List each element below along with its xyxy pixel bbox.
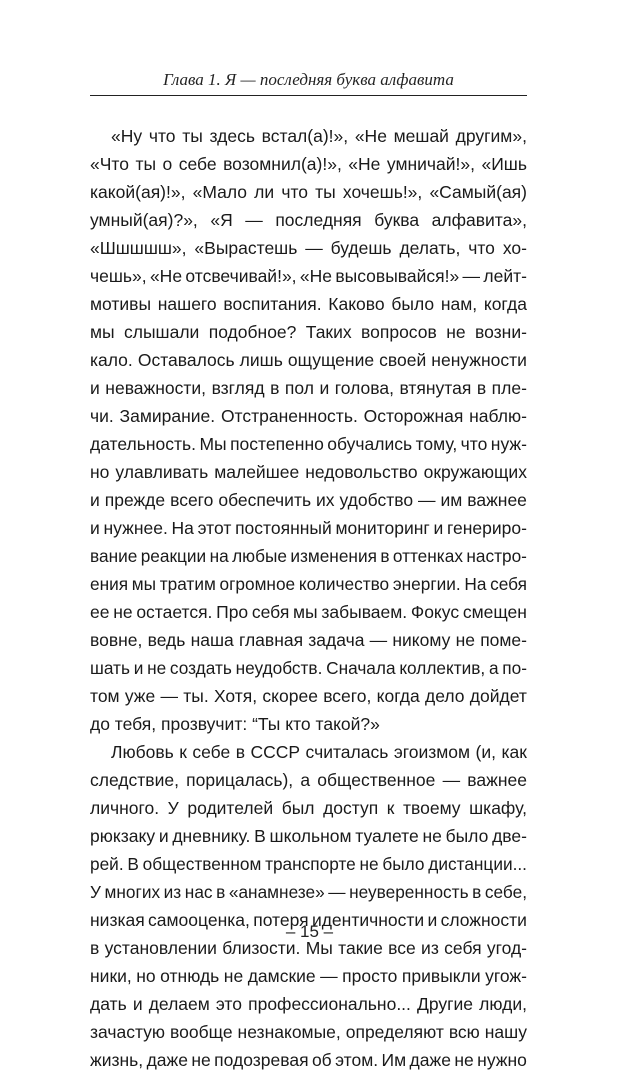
text-line: и прежде всего обеспечить их удобство — им важнее (90, 490, 527, 510)
text-line: и нужнее. На этот постоянный мониторинг и генериро- (90, 518, 527, 538)
text-line: «Ну что ты здесь встал(а)!», «Не мешай другим», (111, 126, 527, 146)
text-line: чи. Замирание. Отстраненность. Осторожная наблю- (90, 406, 527, 426)
text-line: мотивы нашего воспитания. Каково было нам, когда (90, 294, 527, 314)
text-line: ее не остается. Про себя мы забываем. Фокус смещен (90, 602, 527, 622)
text-line: рей. В общественном транспорте не было дистанции... (90, 854, 527, 874)
page-number: – 15 – (285, 922, 334, 941)
text-line: ения мы тратим огромное количество энергии. На себя (90, 574, 527, 594)
text-line: шать и не создать неудобств. Сначала коллектив, а по- (90, 658, 527, 678)
text-line: дательность. Мы постепенно обучались тому, что нуж- (90, 434, 527, 454)
text-line: кало. Оставалось лишь ощущение своей ненужности (90, 350, 527, 370)
text-line: мы слышали подобное? Таких вопросов не возни- (90, 322, 527, 342)
text-line: умный(ая)?», «Я — последняя буква алфавита», (90, 210, 527, 230)
text-line: в установлении близости. Мы такие все из себя угод- (90, 938, 527, 958)
text-line: низкая самооценка, потеря идентичности и сложности (90, 910, 527, 930)
text-line: дать и делаем это профессионально... Другие люди, (90, 994, 527, 1014)
text-line: следствие, порицалась), а общественное — важнее (90, 770, 527, 790)
running-header: Глава 1. Я — последняя буква алфавита (163, 70, 454, 89)
text-line: и неважности, взгляд в пол и голова, втянутая в пле- (90, 378, 527, 398)
text-line: зачастую вообще незнакомые, определяют всю нашу (90, 1022, 527, 1042)
text-line: У многих из нас в «анамнезе» — неуверенность в себе, (90, 882, 527, 902)
text-line: Любовь к себе в СССР считалась эгоизмом (и, как (111, 742, 527, 762)
text-line: вовне, ведь наша главная задача — никому не поме- (90, 630, 527, 650)
text-line: вание реакции на любые изменения в оттенках настро- (90, 546, 527, 566)
text-line: чешь», «Не отсвечивай!», «Не высовывайся!» — лейт- (90, 266, 527, 286)
text-line: рюкзаку и дневнику. В школьном туалете не было две- (90, 826, 527, 846)
text-line: какой(ая)!», «Мало ли что ты хочешь!», «Самый(ая) (90, 182, 527, 202)
text-line: том уже — ты. Хотя, скорее всего, когда дело дойдет (90, 686, 527, 706)
text-line: но улавливать малейшее недовольство окружающих (90, 462, 527, 482)
header-rule (90, 95, 527, 96)
text-line: личного. У родителей был доступ к твоему шкафу, (90, 798, 527, 818)
text-line: «Что ты о себе возомнил(а)!», «Не умничай!», «Ишь (90, 154, 527, 174)
text-line: ники, но отнюдь не дамские — просто привыкли угож- (90, 966, 527, 986)
text-line: жизнь, даже не подозревая об этом. Им даже не нужно (90, 1050, 527, 1070)
text-line: «Шшшшш», «Вырастешь — будешь делать, что хо- (90, 238, 527, 258)
text-line: до тебя, прозвучит: “Ты кто такой?» (90, 714, 380, 734)
